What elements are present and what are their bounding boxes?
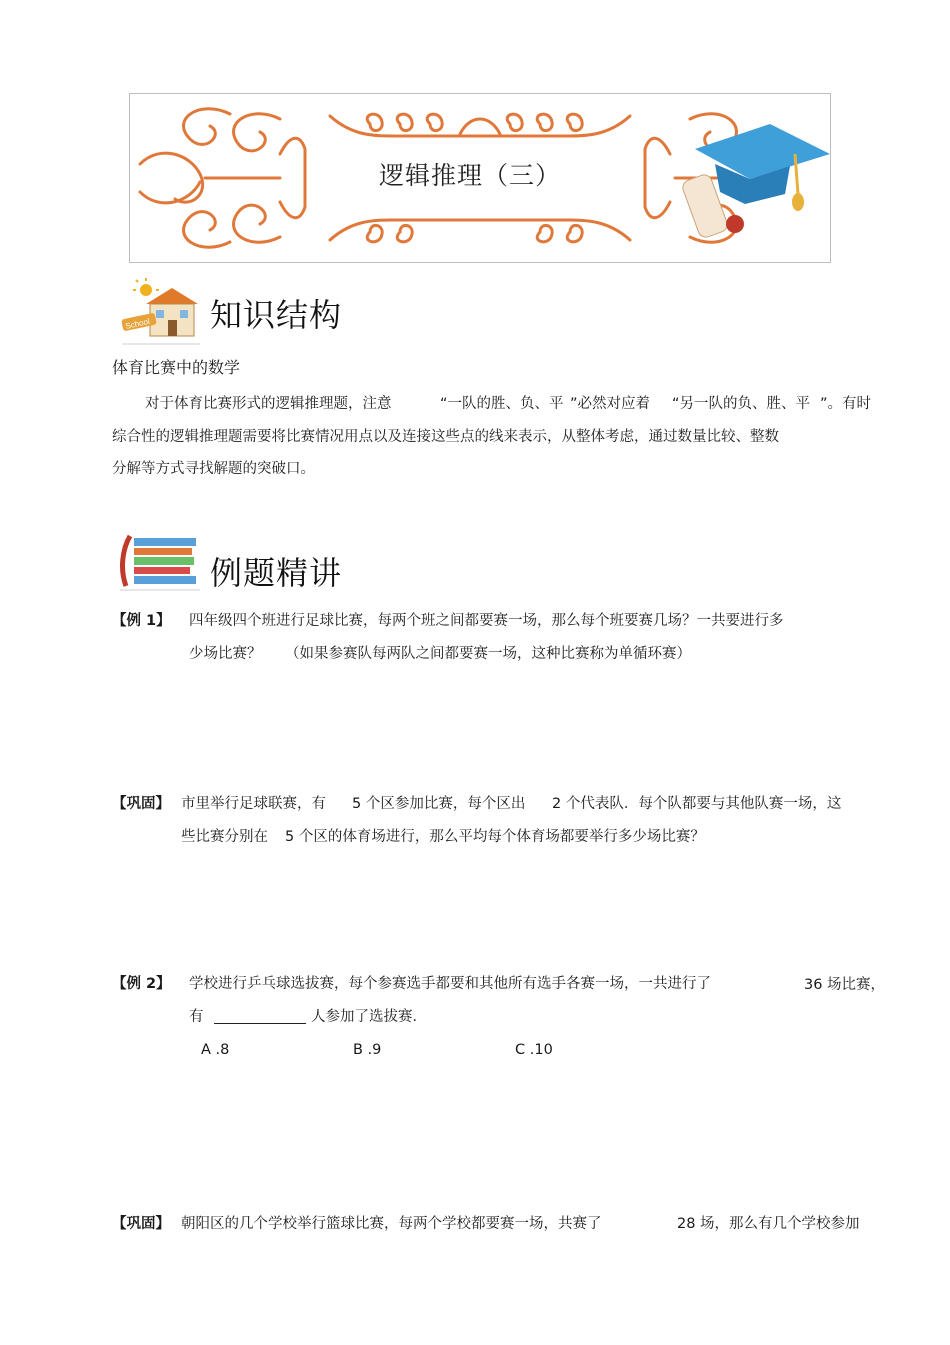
para-line1-d: “另一队的负、胜、平: [672, 396, 811, 412]
para-line1-e: ”。有时: [820, 396, 872, 412]
example-1-line2a: 少场比赛？: [189, 646, 262, 662]
example-1-line1: 四年级四个班进行足球比赛，每两个班之间都要赛一场，那么每个班要赛几场？一共要进行多: [189, 613, 784, 629]
section-title-examples: 例题精讲: [210, 554, 343, 592]
consolidation-1-line1c: 2 个代表队．每个队都要与其他队赛一场，这: [552, 796, 842, 812]
consolidation-2-label: 【巩固】: [112, 1216, 170, 1232]
example-2-line1b: 36 场比赛，: [804, 977, 886, 993]
svg-text:School: School: [124, 316, 151, 331]
school-house-icon: [116, 276, 202, 346]
example-2-line2a: 有: [189, 1009, 204, 1025]
option-c: C .10: [515, 1042, 553, 1058]
consolidation-1-line2a: 些比赛分别在: [181, 829, 268, 845]
para-line1-b: “一队的胜、负、平: [440, 396, 564, 412]
para-line1-c: ”必然对应着: [570, 396, 651, 412]
consolidation-1-line1a: 市里举行足球联赛，有: [181, 796, 326, 812]
example-2-line2b: 人参加了选拔赛．: [311, 1009, 427, 1025]
para-line3: 分解等方式寻找解题的突破口。: [112, 461, 315, 477]
section-title-knowledge: 知识结构: [210, 296, 343, 334]
example-2-line1a: 学校进行乒乓球选拔赛，每个参赛选手都要和其他所有选手各赛一场，一共进行了: [189, 976, 711, 992]
para-line2: 综合性的逻辑推理题需要将比赛情况用点以及连接这些点的线来表示，从整体考虑，通过数量比较、整数: [112, 429, 779, 445]
graduation-cap-icon: [681, 124, 830, 239]
example-1-line2b: （如果参赛队每两队之间都要赛一场，这种比赛称为单循环赛）: [285, 646, 691, 662]
consolidation-1-line2b: 5 个区的体育场进行，那么平均每个体育场都要举行多少场比赛？: [285, 829, 705, 845]
example-2-label: 【例 2】: [112, 976, 171, 992]
example-1-label: 【例 1】: [112, 613, 171, 629]
para-line1-a: 对于体育比赛形式的逻辑推理题，注意: [145, 396, 392, 412]
option-b: B .9: [353, 1042, 382, 1058]
consolidation-2-line1a: 朝阳区的几个学校举行篮球比赛，每两个学校都要赛一场，共赛了: [181, 1216, 602, 1232]
books-icon: [116, 530, 202, 592]
consolidation-1-line1b: 5 个区参加比赛，每个区出: [352, 796, 526, 812]
consolidation-2-line1b: 28 场，那么有几个学校参加: [677, 1216, 860, 1232]
answer-blank[interactable]: [214, 1009, 306, 1024]
title-banner: [129, 93, 831, 263]
consolidation-1-label: 【巩固】: [112, 796, 170, 812]
subheading: 体育比赛中的数学: [112, 358, 241, 377]
banner-title: 逻辑推理（三）: [378, 161, 561, 190]
option-a: A .8: [201, 1042, 230, 1058]
